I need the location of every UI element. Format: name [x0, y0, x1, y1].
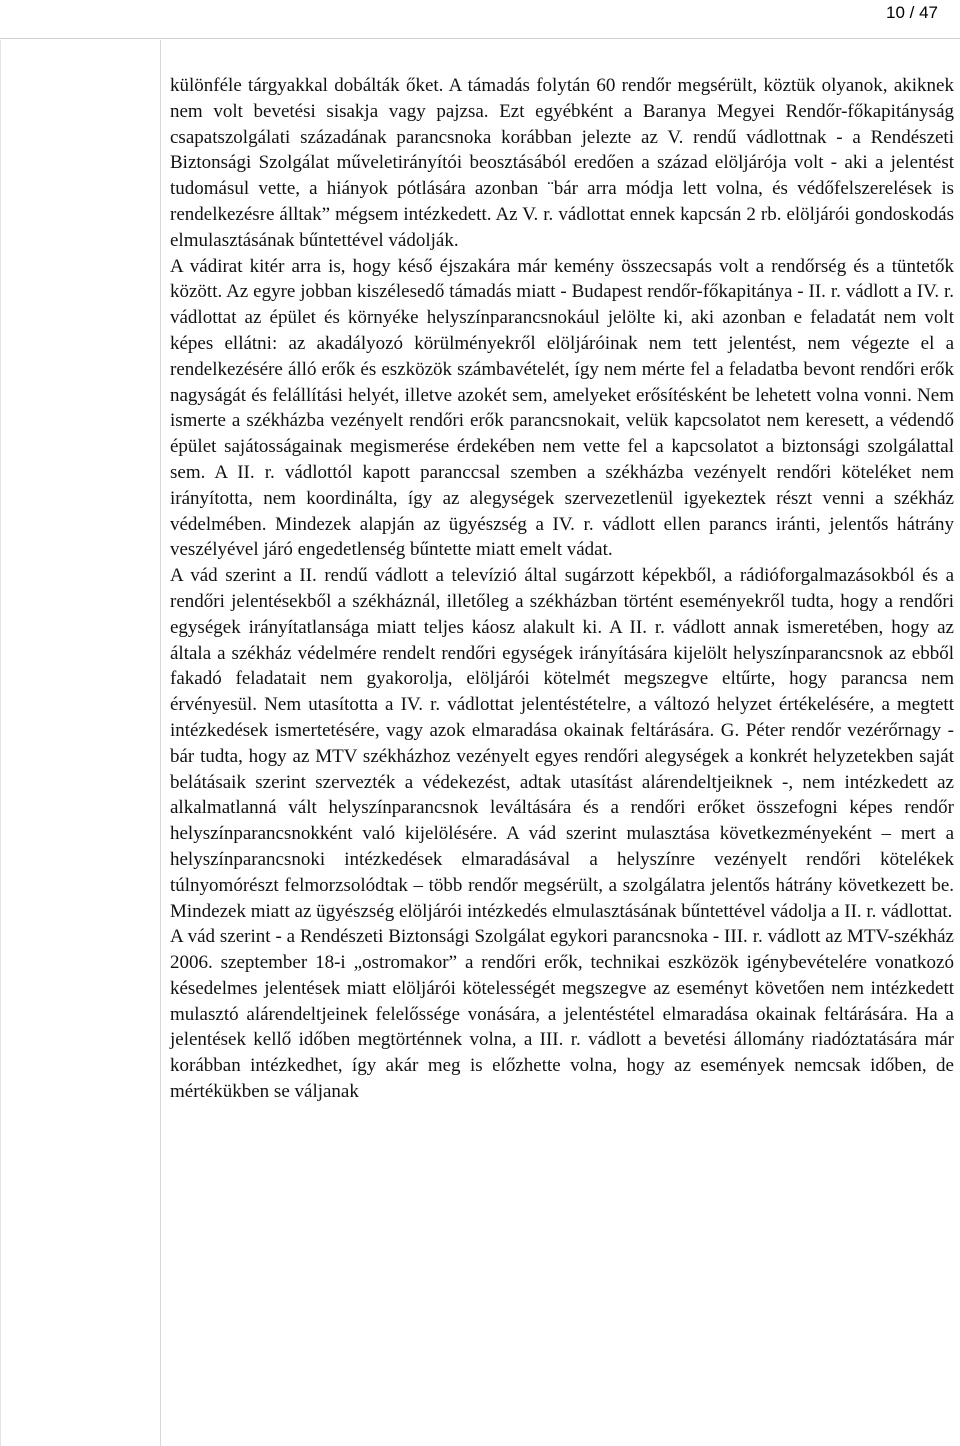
paragraph-2: A vádirat kitér arra is, hogy késő éjszakára már kemény összecsapás volt a rendőrség és a tüntetők között. Az egyre jobban kiszélesedő támadás miatt - Budapest rendőr-főkapitánya - II. r. vádlott a IV. r. vádlottat az épület és környéke helyszínparancsnokául jelölte ki, aki azonban e feladatát nem volt képes ellátni: az akadályozó körülményekről elöljáróinak nem tett jelentést, nem végezte el a rendelkezésére álló erők és eszközök számbavételét, így nem mérte fel a feladatba bevont rendőri erők nagyságát és felállítási helyét, illetve azokét sem, amelyeket erősítésként be lehetett volna vonni. Nem ismerte a székházba vezényelt rendőri erők parancsnokait, velük kapcsolatot nem keresett, a védendő épület sajátosságainak megismerése érdekében nem vette fel a kapcsolatot a biztonsági szolgálattal sem. A II. r. vádlottól kapott paranccsal szemben a székházba vezényelt rendőri köteléket nem irányította, nem koordinálta, így az alegységek szervezetlenül igyekeztek részt venni a székház védelmében. Mindezek alapján az ügyészség a IV. r. vádlott ellen parancs iránti, jelentős hátrány veszélyével járó engedetlenség bűntette miatt emelt vádat.	[170, 255, 954, 561]
margin-divider	[160, 40, 161, 1446]
page-left-edge	[0, 40, 1, 1446]
page-number-indicator: 10 / 47	[886, 3, 938, 22]
document-body	[170, 73, 954, 1105]
paragraph-3: A vád szerint a II. rendű vádlott a televízió által sugárzott képekből, a rádióforgalmazásokból és a rendőri jelentésekből a székháznál, illetőleg a székházban történt eseményekről tudta, hogy a rendőri egységek irányítatlansága miatt teljes káosz alakult ki. A II. r. vádlott annak ismeretében, hogy az általa a székház védelmére rendelt rendőri egységek irányítására kijelölt helyszínparancsnok az ebből fakadó feladatait nem gyakorolja, elöljárói kötelmét megszegve eltűrte, hogy parancsa nem érvényesül. Nem utasította a IV. r. vádlottat jelentéstételre, a változó helyzet értékelésére, a megtett intézkedések ismertetésére, vagy azok elmaradása okainak feltárására. G. Péter rendőr vezérőrnagy - bár tudta, hogy az MTV székházhoz vezényelt egyes rendőri alegységek a konkrét helyzetekben saját belátásaik szerint szervezték a védekezést, adtak utasítást alárendeltjeiknek -, nem intézkedett az alkalmatlanná vált helyszínparancsnok leváltására és a rendőri erőket összefogni képes rendőr helyszínparancsnokként való kijelölésére. A vád szerint mulasztása következményeként – mert a helyszínparancsnoki intézkedések elmaradásával a helyszínre vezényelt rendőri kötelékek túlnyomórészt felmorzsolódtak – több rendőr megsérült, a szolgálatra jelentős hátrány következett be. Mindezek miatt az ügyészség elöljárói intézkedés elmulasztásának bűntettével vádolja a II. r. vádlottat.	[170, 565, 954, 922]
paragraph-1: különféle tárgyakkal dobálták őket. A támadás folytán 60 rendőr megsérült, köztük olyanok, akiknek nem volt bevetési sisakja vagy pajzsa. Ezt egyébként a Baranya Megyei Rendőr-főkapitányság csapatszolgálati századának parancsnoka korábban jelezte az V. rendű vádlottnak - a Rendészeti Biztonsági Szolgálat műveletirányítói beosztásából eredően a század elöljárója volt - aki a jelentést tudomásul vette, a hiányok pótlására azonban ¨bár arra módja lett volna, és védőfelszerelések is rendelkezésre álltak” mégsem intézkedett. Az V. r. vádlottat ennek kapcsán 2 rb. elöljárói gondoskodás elmulasztásának bűntettével vádolják.	[170, 75, 954, 251]
page-header	[0, 0, 960, 40]
header-divider	[0, 38, 960, 39]
paragraph-4: A vád szerint - a Rendészeti Biztonsági Szolgálat egykori parancsnoka - III. r. vádlott az MTV-székház 2006. szeptember 18-i „ostromakor” a rendőri erők, technikai eszközök igénybevételére vonatkozó késedelmes jelentések miatt elöljárói kötelességét megszegve az eseményt követően nem intézkedett mulasztó alárendeltjeinek felelőssége vonására, a jelentéstétel elmaradása okainak feltárására. Ha a jelentések kellő időben megtörténnek volna, a III. r. vádlott a bevetési állomány riadóztatására már korábban intézkedhet, így akár meg is előzhette volna, hogy az események nemcsak időben, de mértékükben se váljanak	[170, 926, 954, 1103]
